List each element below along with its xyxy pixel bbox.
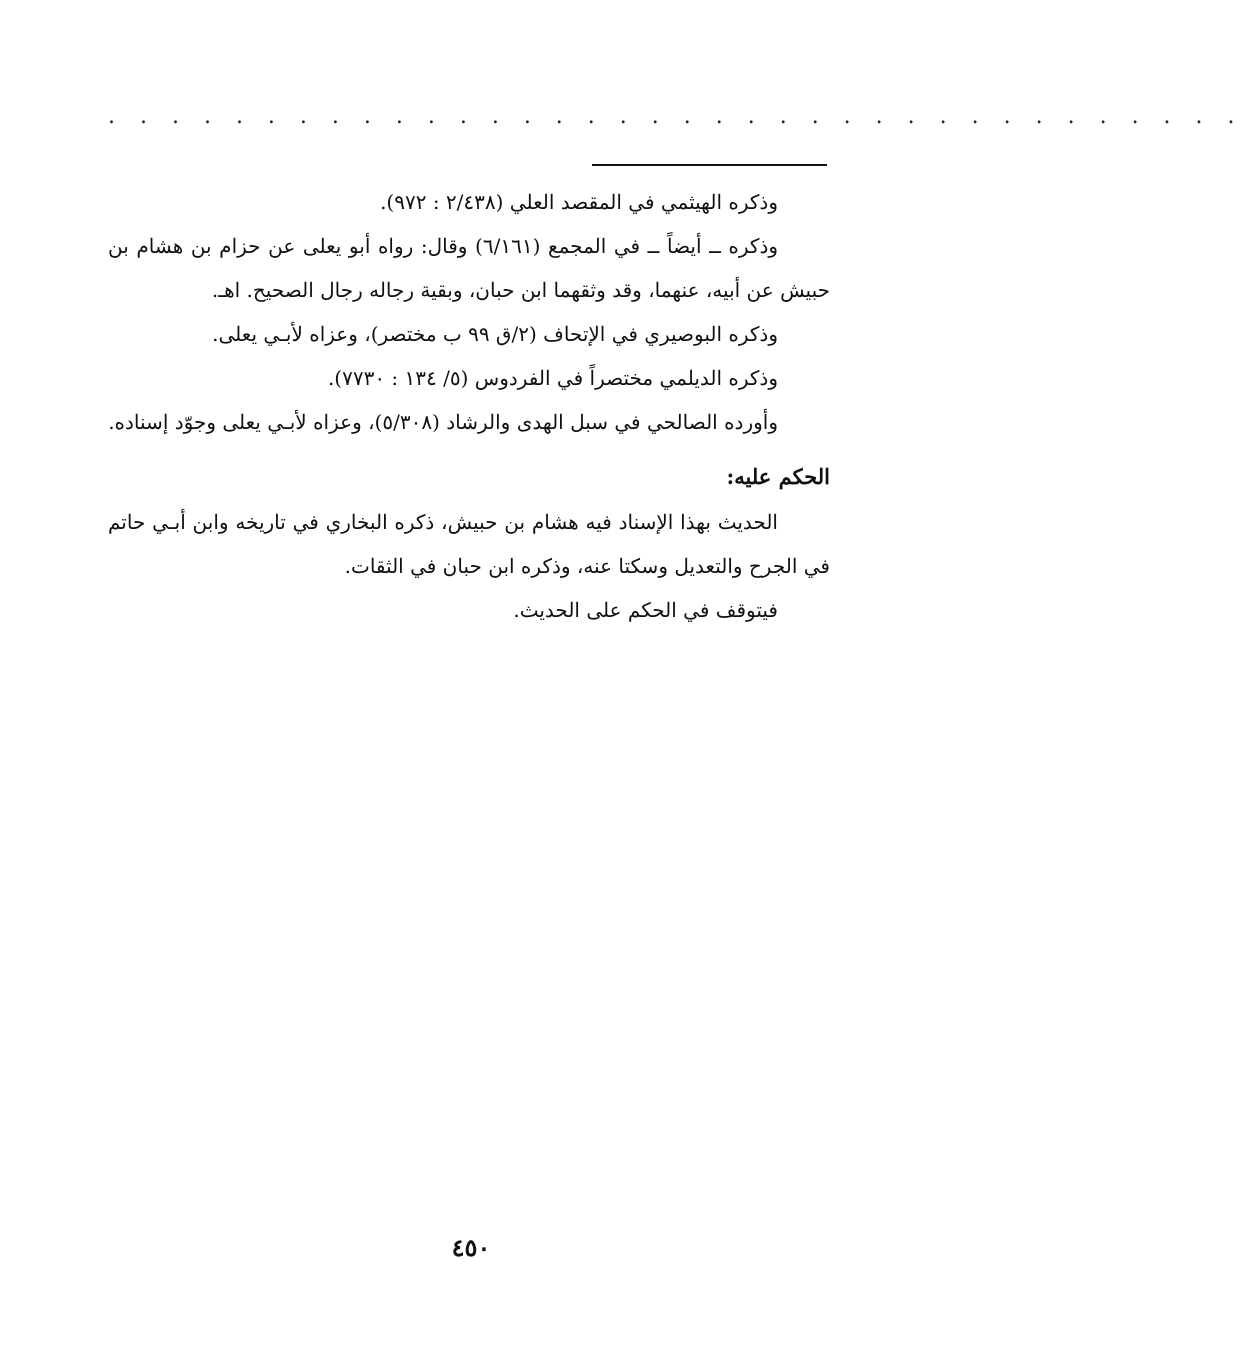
dotted-separator: . . . . . . . . . . . . . . . . . . . . . . . . . . . . . . . . . . . .: [108, 104, 1244, 129]
footnote-paragraph-3: وذكره البوصيري في الإتحاف (٢/ق ٩٩ ب مختصر)، وعزاه لأبـي يعلى.: [212, 322, 778, 346]
page-content: [108, 180, 830, 632]
footnote-rule: [592, 164, 827, 166]
footnote-paragraph-1: وذكره الهيثمي في المقصد العلي (٢/٤٣٨ : ٩٧٢).: [380, 190, 778, 214]
page-number: ٤٥٠: [451, 1233, 491, 1262]
section-heading: الحكم عليه:: [726, 464, 830, 489]
footnote-paragraph-5: وأورده الصالحي في سبل الهدى والرشاد (٥/٣٠٨)، وعزاه لأبـي يعلى وجوّد إسناده.: [108, 410, 778, 434]
footnote-paragraph-2: وذكره ــ أيضاً ــ في المجمع (٦/١٦١) وقال: رواه أبو يعلى عن حزام بن هشام بن حبيش عن أبيه، عنهما، وقد وثقهما ابن حبان، وبقية رجاله رجال الصحيح. اهـ.: [108, 234, 830, 302]
ruling-paragraph-1: الحديث بهذا الإسناد فيه هشام بن حبيش، ذكره البخاري في تاريخه وابن أبـي حاتم في الجرح والتعديل وسكتا عنه، وذكره ابن حبان في الثقات.: [108, 510, 830, 578]
ruling-paragraph-2: فيتوقف في الحكم على الحديث.: [513, 598, 778, 622]
footnote-paragraph-4: وذكره الديلمي مختصراً في الفردوس (٥/ ١٣٤ : ٧٧٣٠).: [327, 366, 778, 390]
